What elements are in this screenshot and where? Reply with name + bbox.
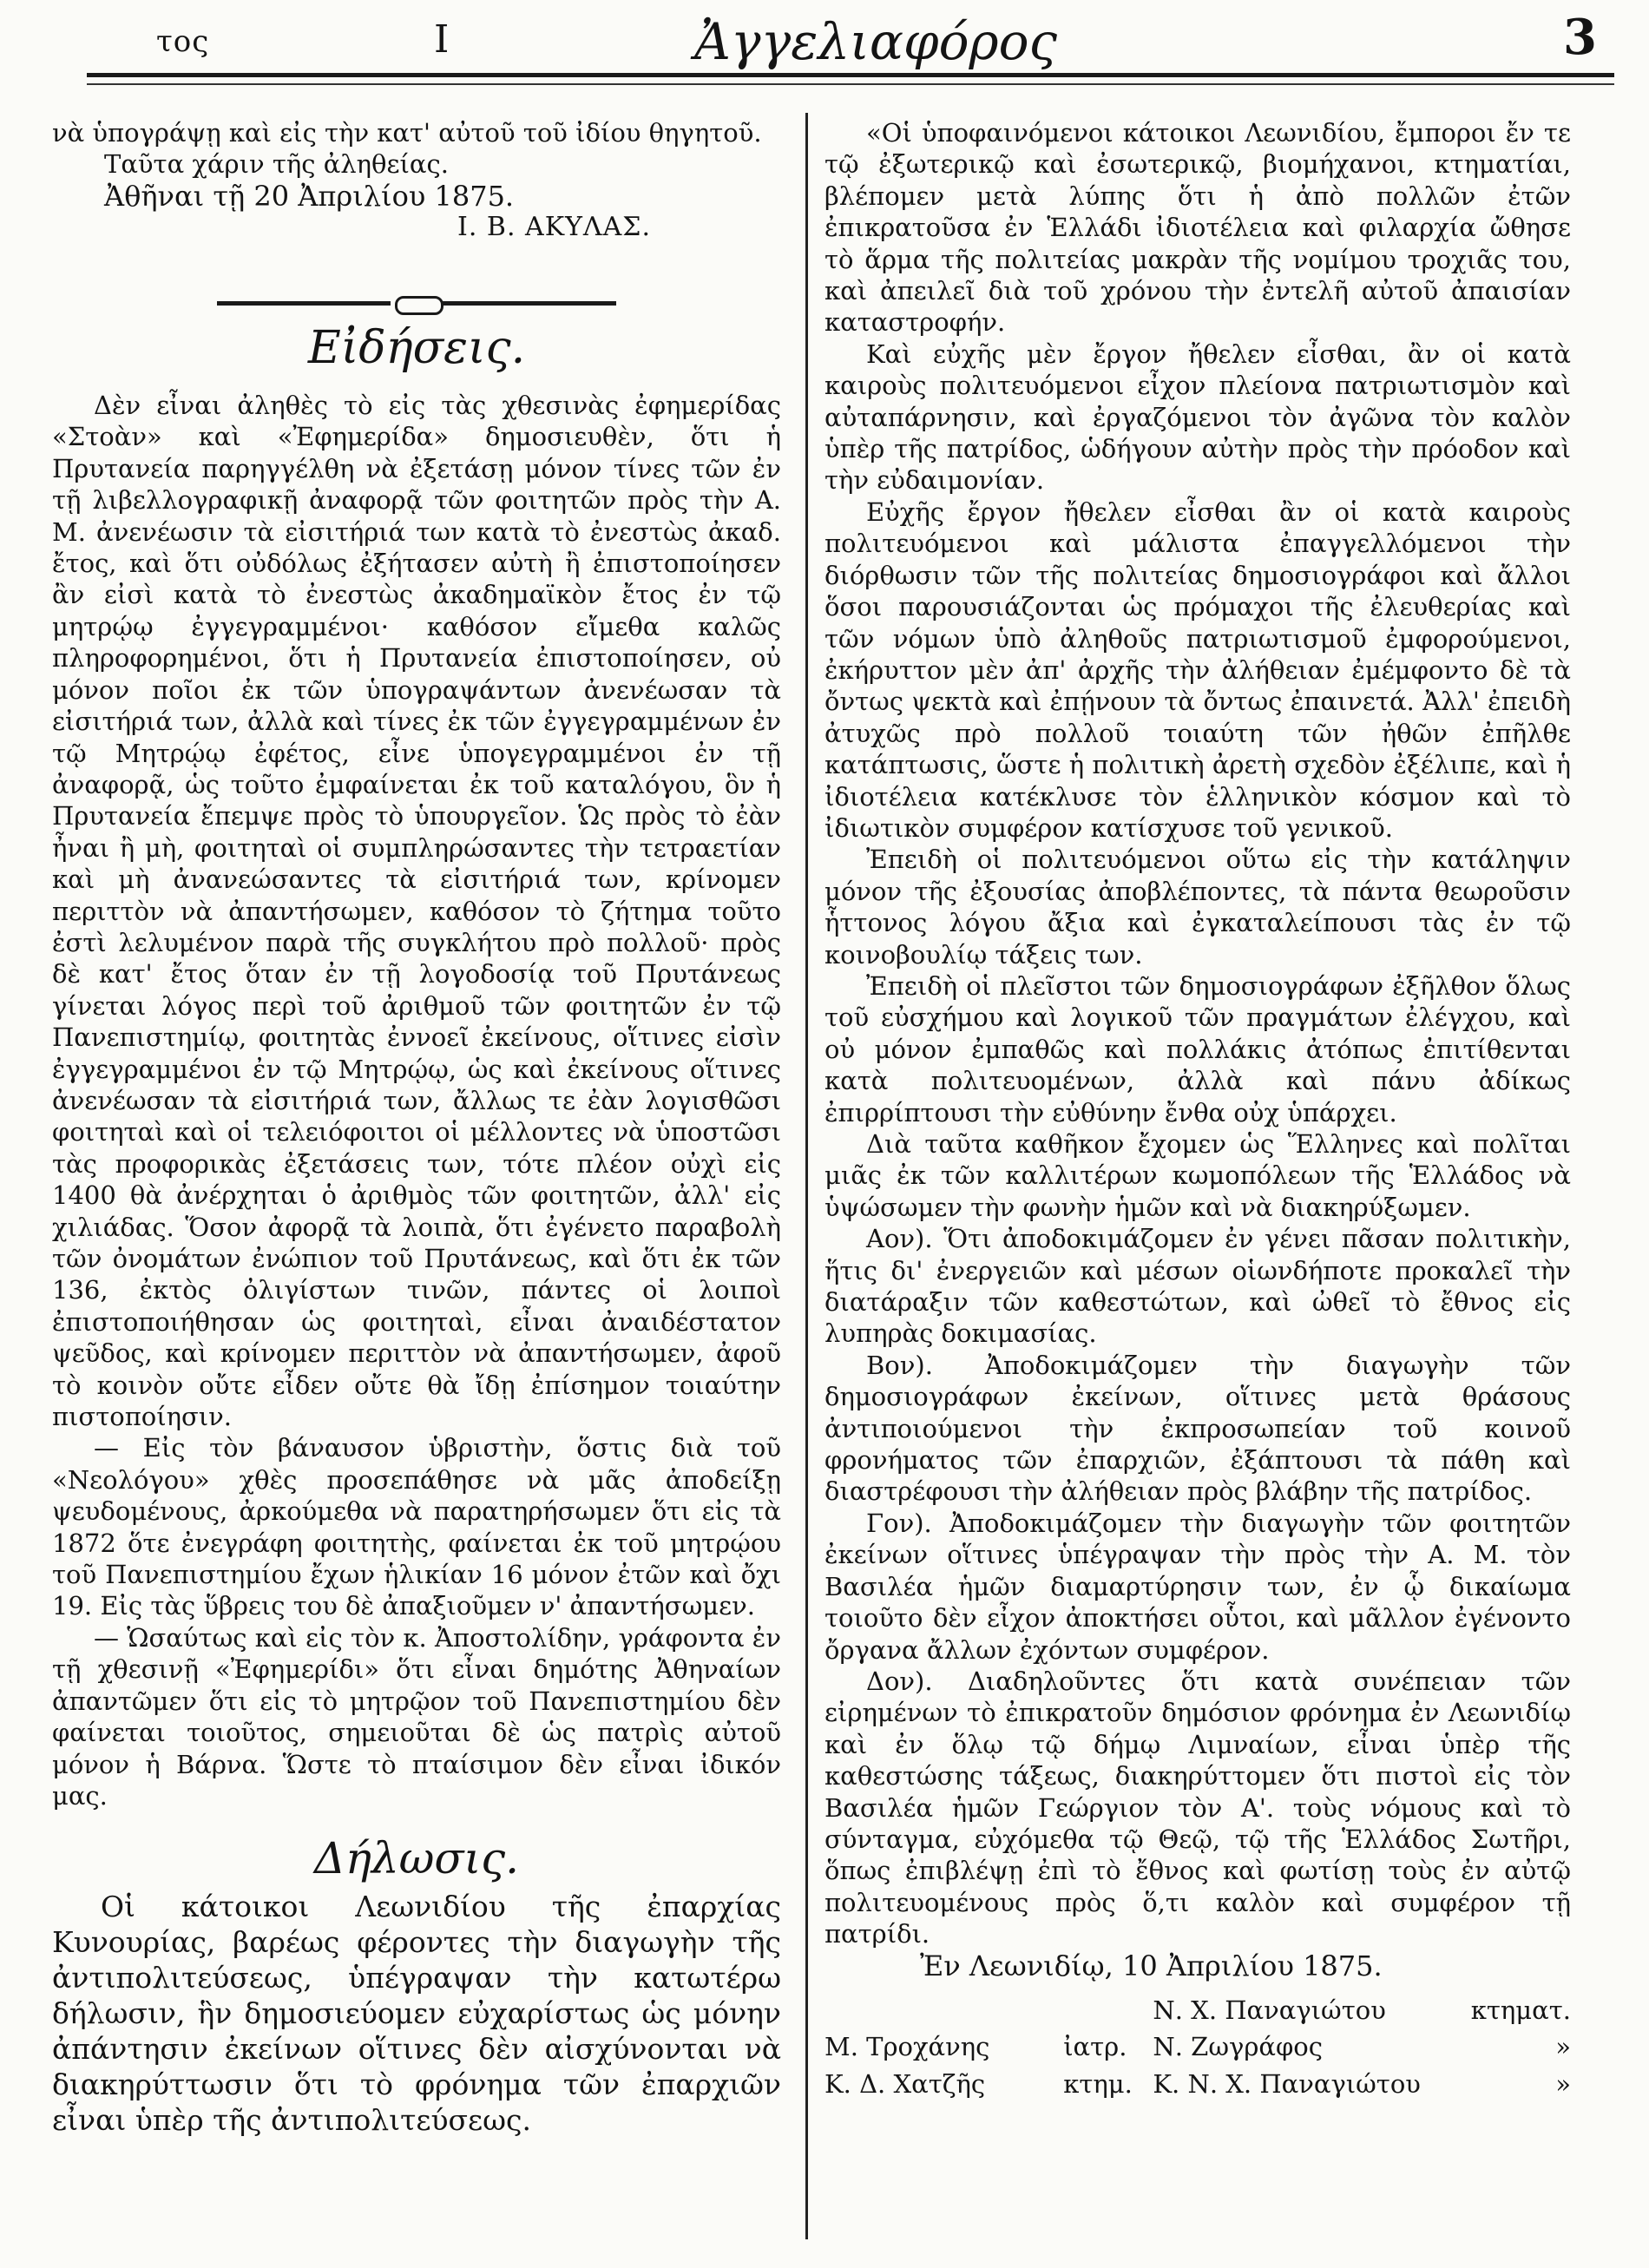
declaration-point: Βον). Ἀποδοκιμάζομεν τὴν διαγωγὴν τῶν δημοσιογράφων ἐκείνων, οἵτινες μετὰ θράσους ἀντιποιούμενοι τὴν ἐκπροσωπείαν τοῦ κοινοῦ φρονήματος τῶν ἐπαρχιῶν, ἐξάπτουσι τὰ πάθη καὶ διαστρέφουσι τὴν ἀλήθειαν πρὸς βλάβην τῆς πατρίδος. <box>824 1350 1571 1507</box>
news-paragraph: — Ὡσαύτως καὶ εἰς τὸν κ. Ἀποστολίδην, γράφοντα ἐν τῇ χθεσινῇ «Ἐφημερίδι» ὅτι εἶναι δημότης Ἀθηναίων ἀπαντῶμεν ὅτι εἰς τὸ μητρῷον τοῦ Πανεπιστημίου δὲν φαίνεται τοιοῦτος, σημειοῦται δὲ ὡς πατρὶς αὐτοῦ μόνον ἡ Βάρνα. Ὥστε τὸ πταίσιμον δὲν εἶναι ἰδικόν μας. <box>52 1622 781 1811</box>
newspaper-title: Ἀγγελιαφόρος <box>694 12 1058 71</box>
signer-role: ἰατρ. <box>1063 2032 1127 2062</box>
declaration-paragraph: «Οἱ ὑποφαινόμενοι κάτοικοι Λεωνιδίου, ἔμποροι ἔν τε τῷ ἐξωτερικῷ καὶ ἐσωτερικῷ, βιομήχανοι, κτηματίαι, βλέπομεν μετὰ λύπης ὅτι ἡ ἀπὸ πολλῶν ἐτῶν ἐπικρατοῦσα ἐν Ἑλλάδι ἰδιοτέλεια καὶ φιλαρχία ὤθησε τὸ ἅρμα τῆς πολιτείας μακρὰν τῆς νομίμου τροχιᾶς του, καὶ ἀπειλεῖ διὰ τοῦ χρόνου τὴν ἐντελῆ αὐτοῦ ἀπαισίαν καταστροφήν. <box>824 118 1571 338</box>
letter-signer: Ι. Β. ΑΚΥΛΑΣ. <box>457 212 651 243</box>
signer-name: Ν. Χ. Παναγιώτου <box>1153 1995 1386 2025</box>
masthead <box>52 0 1614 95</box>
letter-date-line: Ἀθῆναι τῇ 20 Ἀπριλίου 1875. <box>104 179 515 213</box>
right-column <box>824 117 1571 2102</box>
signer-role: » <box>1555 2068 1571 2099</box>
signature-row <box>824 2028 1571 2065</box>
declaration-point: Γον). Ἀποδοκιμάζομεν τὴν διαγωγὴν τῶν φοιτητῶν ἐκείνων οἵτινες ὑπέγραψαν τὴν πρὸς τὴν Α. Μ. τὸν Βασιλέα ἡμῶν διαμαρτύρησιν των, ἐν ᾧ δικαίωμα τοιοῦτο δὲν εἶχον ἀποκτήσει οὗτοι, καὶ μᾶλλον ἐγένοντο ὄργανα ἄλλων ἐχόντων συμφέρον. <box>824 1508 1571 1665</box>
letter-truth-line: Ταῦτα χάριν τῆς ἀληθείας. <box>104 149 449 180</box>
signer-name: Κ. Ν. Χ. Παναγιώτου <box>1153 2068 1421 2099</box>
declaration-point: Δον). Διαδηλοῦντες ὅτι κατὰ συνέπειαν τῶν εἰρημένων τὸ ἐπικρατοῦν δημόσιον φρόνημα ἐν Λεωνιδίῳ καὶ ἐν ὅλῳ τῷ δήμῳ Λιμναίων, εἶναι ὑπὲρ τῆς καθεστώσης τάξεως, διακηρύττομεν ὅτι πιστοὶ εἰς τὸν Βασιλέα ἡμῶν Γεώργιον τὸν Α'. τοὺς νόμους καὶ τὸ σύνταγμα, εὐχόμεθα τῷ Θεῷ, τῷ τῆς Ἑλλάδος Σωτῆρι, ὅπως ἐπιβλέψῃ ἐπὶ τὸ ἔθνος καὶ φωτίσῃ τοὺς ἐν αὐτῷ πολιτευομένους πρὸς ὅ,τι καλὸν καὶ συμφέρον τῇ πατρίδι. <box>824 1666 1571 1949</box>
signer-name: Ν. Ζωγράφος <box>1153 2032 1323 2062</box>
declaration-heading: Δήλωσις. <box>313 1833 520 1884</box>
declaration-intro: Οἱ κάτοικοι Λεωνιδίου τῆς ἐπαρχίας Κυνουρίας, βαρέως φέροντες τὴν διαγωγὴν τῆς ἀντιπολιτεύσεως, ὑπέγραψαν τὴν κατωτέρω δήλωσιν, ἣν δημοσιεύομεν εὐχαρίστως ὡς μόνην ἀπάντησιν ἐκείνων οἵτινες δὲν αἰσχύνονται νὰ διακηρύττωσιν ὅτι τὸ φρόνημα τῶν ἐπαρχιῶν εἶναι ὑπὲρ τῆς ἀντιπολιτεύσεως. <box>52 1889 781 2137</box>
declaration-paragraph: Διὰ ταῦτα καθῆκον ἔχομεν ὡς Ἕλληνες καὶ πολῖται μιᾶς ἐκ τῶν καλλιτέρων κωμοπόλεων τῆς Ἑλλάδος νὰ ὑψώσωμεν τὴν φωνὴν ἡμῶν καὶ νὰ διακηρύξωμεν. <box>824 1129 1571 1222</box>
signer-role <box>1063 1992 1153 2028</box>
signature-row <box>824 1992 1571 2028</box>
declaration-point: Αον). Ὅτι ἀποδοκιμάζομεν ἐν γένει πᾶσαν πολιτικὴν, ἥτις δι' ἐνεργειῶν καὶ μέσων οἱωνδήποτε προκαλεῖ τὴν διατάραξιν τῶν καθεστώτων, καὶ ὠθεῖ τὸ ἔθνος εἰς λυπηρὰς δοκιμασίας. <box>824 1224 1571 1349</box>
declaration-paragraph: Καὶ εὐχῆς μὲν ἔργον ἤθελεν εἶσθαι, ἂν οἱ κατὰ καιροὺς πολιτευόμενοι εἶχον πλείονα πατριωτισμὸν καὶ αὐταπάρνησιν, καὶ ἐργαζόμενοι τὸν ἀγῶνα τὸν καλὸν ὑπὲρ τῆς πατρίδος, ὡδήγουν αὐτὴν πρὸς τὴν πρόοδον καὶ τὴν εὐδαιμονίαν. <box>824 339 1571 496</box>
signer-name: Μ. Τροχάνης <box>824 2032 990 2062</box>
signature-row <box>824 2066 1571 2102</box>
declaration-date: Ἐν Λεωνιδίῳ, 10 Ἀπριλίου 1875. <box>920 1949 1383 1982</box>
left-column <box>52 117 781 2138</box>
signer-role: κτημ. <box>1063 2068 1133 2099</box>
declaration-paragraph: Εὐχῆς ἔργον ἤθελεν εἶσθαι ἂν οἱ κατὰ καιροὺς πολιτευόμενοι καὶ μάλιστα ἐπαγγελλόμενοι τὴν διόρθωσιν τῶν τῆς πολιτείας δημοσιογράφοι καὶ ἄλλοι ὅσοι παρουσιάζονται ὡς πρόμαχοι τῆς ἐλευθερίας καὶ τῶν νόμων ὑπὸ ἀληθοῦς πατριωτισμοῦ ἐμφορούμενοι, ἐκήρυττον μὲν ἀπ' ἀρχῆς τὴν ἀλήθειαν ἐμέμφοντο δὲ τὰ ὄντως ψεκτὰ καὶ ἐπῄνουν τὰ ὄντως ἐπαινετά. Ἀλλ' ἐπειδὴ ἀτυχῶς πρὸ πολλοῦ τοιαύτη τῶν ἠθῶν ἐπῆλθε κατάπτωσις, ὥστε ἡ πολιτικὴ ἀρετὴ σχεδὸν ἐξέλιπε, καὶ ἡ ἰδιοτέλεια κατέκλυσε τὸν ἑλληνικὸν κόσμον καὶ τὸ ἰδιωτικὸν συμφέρον κατίσχυσε τοῦ γενικοῦ. <box>824 496 1571 843</box>
declaration-paragraph: Ἐπειδὴ οἱ πολιτευόμενοι οὕτω εἰς τὴν κατάληψιν μόνον τῆς ἐξουσίας ἀποβλέποντες, τὰ πάντα θεωροῦσιν ἧττονος λόγου ἄξια καὶ ἐγκαταλείπουσι τὰς ἐν τῷ κοινοβουλίῳ τάξεις των. <box>824 845 1571 970</box>
section-ornament <box>217 296 616 312</box>
page-number: 3 <box>1563 9 1597 66</box>
declaration-paragraph: Ἐπειδὴ οἱ πλεῖστοι τῶν δημοσιογράφων ἐξῆλθον ὅλως τοῦ εὐσχήμου καὶ λογικοῦ τῶν πραγμάτων ἐλέγχου, καὶ οὐ μόνον ἐμπαθῶς καὶ πολλάκις ἀτόπως ἐπιτίθενται κατὰ πολιτευομένων, ἀλλὰ καὶ πάνυ ἀδίκως ἐπιρρίπτουσι τὴν εὐθύνην ἔνθα οὐχ ὑπάρχει. <box>824 970 1571 1127</box>
column-divider <box>805 113 808 2239</box>
news-paragraph: — Εἰς τὸν βάναυσον ὑβριστὴν, ὅστις διὰ τοῦ «Νεολόγου» χθὲς προσεπάθησε νὰ μᾶς ἀποδείξῃ ψευδομένους, ἀρκούμεθα νὰ παρατηρήσωμεν ὅτι εἰς τὰ 1872 ὅτε ἐνεγράφη φοιτητὴς, φαίνεται ἐκ τοῦ μητρῴου τοῦ Πανεπιστημίου ἔχων ἡλικίαν 16 μόνον ἐτῶν καὶ ὄχι 19. Εἰς τὰς ὕβρεις του δὲ ἀπαξιοῦμεν ν' ἀπαντήσωμεν. <box>52 1433 781 1621</box>
masthead-left-text: τος <box>156 24 210 59</box>
news-heading: Εἰδήσεις. <box>307 321 526 374</box>
signer-role: » <box>1555 2032 1571 2062</box>
letter-closing-line: νὰ ὑπογράψῃ καὶ εἰς τὴν κατ' αὐτοῦ τοῦ ἰδίου θηγητοῦ. <box>52 118 762 148</box>
masthead-rule <box>87 73 1614 77</box>
signer-role: κτηματ. <box>1470 1995 1571 2025</box>
signer-name: Κ. Δ. Χατζῆς <box>824 2068 986 2099</box>
masthead-initial: Ι <box>434 17 450 62</box>
news-paragraph: Δὲν εἶναι ἀληθὲς τὸ εἰς τὰς χθεσινὰς ἐφημερίδας «Στοὰν» καὶ «Ἐφημερίδα» δημοσιευθὲν, ὅτι ἡ Πρυτανεία παρηγγέλθη νὰ ἐξετάσῃ μόνον τίνες τῶν ἐν τῇ λιβελλογραφικῇ ἀναφορᾷ τῶν φοιτητῶν πρὸς τὴν Α. Μ. ἀνενέωσιν τὰ εἰσιτήριά των κατὰ τὸ ἐνεστὼς ἀκαδ. ἔτος, καὶ ὅτι οὐδόλως ἐξήτασεν αὐτὴ ἢ ἐπιστοποίησεν ἂν εἰσὶ κατὰ τὸ ἐνεστὼς ἀκαδημαϊκὸν ἔτος ἐν τῷ μητρῴῳ ἐγγεγραμμένοι· καθόσον εἴμεθα καλῶς πληροφορημένοι, ὅτι ἡ Πρυτανεία ἐπιστοποίησεν, οὐ μόνον ποῖοι ἐκ τῶν ὑπογραψάντων ἀνενέωσαν τὰ εἰσιτήριά των, ἀλλὰ καὶ τίνες ἐκ τῶν ἐγγεγραμμένων ἐν τῷ Μητρῴῳ ἐφέτος, εἶνε ὑπογεγραμμένοι ἐν τῇ ἀναφορᾷ, ὡς τοῦτο ἐμφαίνεται ἐκ τοῦ καταλόγου, ὃν ἡ Πρυτανεία ἔπεμψε πρὸς τὸ ὑπουργεῖον. Ὡς πρὸς τὸ ἐὰν ἦναι ἢ μὴ, φοιτηταὶ οἱ συμπληρώσαντες τὴν τετραετίαν καὶ μὴ ἀνανεώσαντες τὰ εἰσιτήριά των, κρίνομεν περιττὸν νὰ ἀπαντήσωμεν, καθόσον τὸ ζήτημα τοῦτο ἐστὶ λελυμένον παρὰ τῆς συγκλήτου πρὸ πολλοῦ· πρὸς δὲ κατ' ἔτος ὅταν ἐν τῇ λογοδοσίᾳ τοῦ Πρυτάνεως γίνεται λόγος περὶ τοῦ ἀριθμοῦ τῶν φοιτητῶν ἐν τῷ Πανεπιστημίῳ, φοιτητὰς ἐννοεῖ ἐκείνους, οἵτινες εἰσὶν ἐγγεγραμμένοι ἐν τῷ Μητρῴῳ, ὡς καὶ ἐκείνους οἵτινες ἀνενέωσαν τὰ εἰσιτήριά των, ἄλλως τε ἐὰν λογισθῶσι φοιτηταὶ καὶ οἱ τελειόφοιτοι οἱ μέλλοντες νὰ ὑποστῶσι τὰς προφορικὰς ἐξετάσεις των, τότε πλέον οὐχὶ εἰς 1400 θὰ ἀνέρχηται ὁ ἀριθμὸς τῶν φοιτητῶν, ἀλλ' εἰς χιλιάδας. Ὅσον ἀφορᾷ τὰ λοιπὰ, ὅτι ἐγένετο παραβολὴ τῶν ὀνομάτων ἐνώπιον τοῦ Πρυτάνεως, καὶ ὅτι ἐκ τῶν 136, ἐκτὸς ὀλιγίστων τινῶν, πάντες οἱ λοιποὶ ἐπιστοποιήθησαν ὡς φοιτηταὶ, εἶναι ἀναιδέστατον ψεῦδος, καὶ κρίνομεν περιττὸν νὰ ἀπαντήσωμεν, ἀφοῦ τὸ κοινὸν οὔτε εἶδεν οὔτε θὰ ἴδῃ ἐπίσημον τοιαύτην πιστοποίησιν. <box>52 391 781 1432</box>
signer-name <box>824 1992 1063 2028</box>
signatures-table <box>824 1992 1571 2102</box>
masthead-rule-thin <box>87 83 1614 85</box>
